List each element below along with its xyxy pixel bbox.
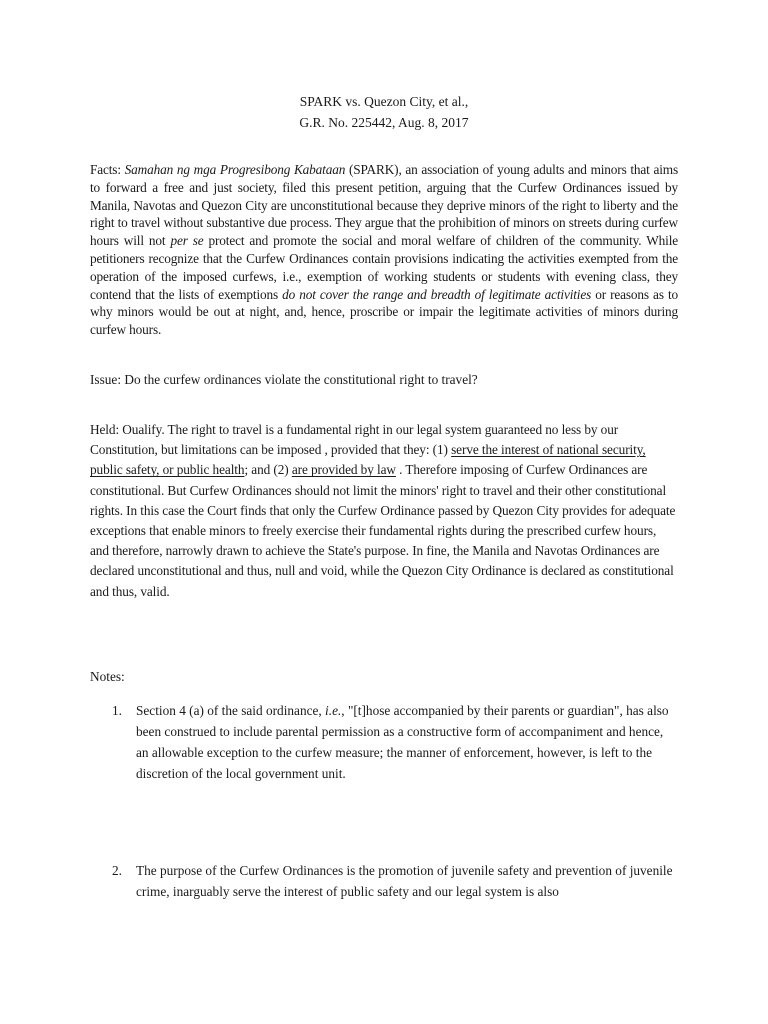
case-citation: G.R. No. 225442, Aug. 8, 2017 [299,115,469,130]
held-text-3: . Therefore imposing of Curfew Ordinances are constitutional. But Curfew Ordinances should not limit the minors' right to travel and their other constitutional rights. In this case the Court finds that only the Curfew Ordinance passed by Quezon City provides for adequate exceptions that enable minors to freely exercise their fundamental rights during the prescribed curfew hours, and therefore, narrowly drawn to achieve the State's purpose. In fine, the Manila and Navotas Ordinances are declared unconstitutional and thus, null and void, while the Quezon City Ordinance is declared as constitutional and thus, valid. [90,462,676,599]
case-title: SPARK vs. Quezon City, et al., [299,94,469,109]
held-text-1: Held: Oualify. The right to travel is a fundamental right in our legal system guaranteed no less by our Constitution, but limitations can be imposed , provided that they: (1) [90,422,619,458]
note-item [90,860,680,902]
note-number: 1. [112,703,122,718]
note-text: The purpose of the Curfew Ordinances is the promotion of juvenile safety and prevention of juvenile crime, inarguably serve the interest of public safety and our legal system is also [136,863,673,899]
note-text-a: Section 4 (a) of the said ordinance, [136,703,326,718]
issue-paragraph: Issue: Do the curfew ordinances violate the constitutional right to travel? [90,372,478,387]
org-name: Samahan ng mga Progresibong Kabataan [124,162,346,177]
note-number: 2. [112,863,122,878]
note-text [136,700,676,784]
held-text-2: ; and (2) [244,462,292,478]
notes-heading: Notes: [90,669,125,684]
held-underline-2: are provided by law [291,462,396,478]
facts-text-2: protect and promote the social and moral welfare of children of the community. While petitioners recognize that the Curfew Ordinances contain provisions indicating the activities exempted from the operation of the imposed curfews, i.e., exemption of working students or students with evening class, they contend that the lists of exemptions [90,233,678,302]
facts-text-1: (SPARK), an association of young adults and minors that aims to forward a free and just society, filed this present petition, arguing that the Curfew Ordinances issued by Manila, Navotas and Quezon City are unconstitutional because they deprive minors of the right to liberty and the right to travel without substantive due process. They argue that the prohibition of minors on streets during curfew hours will not [90,162,678,249]
facts-italic-phrase: do not cover the range and breadth of legitimate activities [282,286,592,302]
note-item [90,700,680,784]
held-underline-1: serve the interest of national security, public safety, or public health [90,442,646,478]
ie-term: i.e. [325,703,342,718]
per-se-term: per se [170,233,204,249]
facts-text-3: or reasons as to why minors would be out at night, and, hence, proscribe or impair the legitimate activities of minors during curfew hours. [90,286,678,338]
held-paragraph [90,420,678,602]
facts-paragraph [90,161,678,339]
note-text-b: , "[t]hose accompanied by their parents or guardian", has also been construed to include parental permission as a constructive form of accompaniment and hence, an allowable exception to the curfew measure; the manner of enforcement, however, is left to the discretion of the local government unit. [136,703,669,781]
facts-label: Facts: [90,162,125,177]
